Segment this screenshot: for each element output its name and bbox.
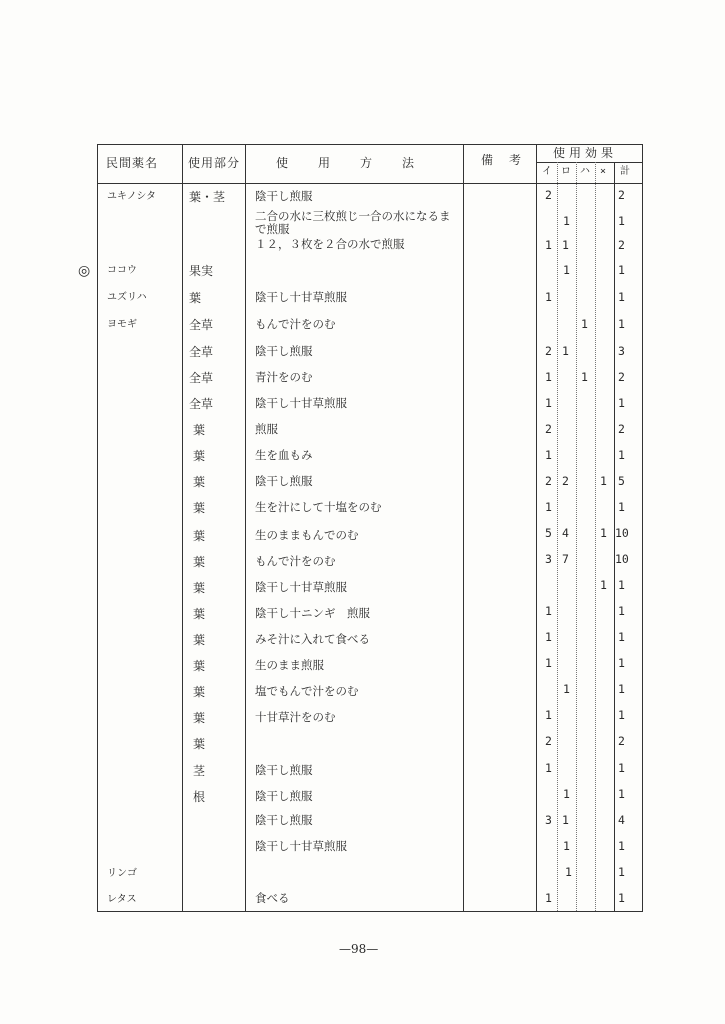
row-12-method: 生を汁にして十塩をのむ [255,500,382,514]
row-3-total: 1 [618,263,625,277]
row-11-method: 陰干し煎服 [255,474,313,488]
row-27-total: 1 [618,891,625,905]
row-8-method: 陰干し十甘草煎服 [255,396,347,410]
row-12-total: 1 [618,500,625,514]
row-3-ro: 1 [563,263,570,277]
row-13-method: 生のままもんでのむ [255,528,359,542]
row-0-name: ユキノシタ [107,191,156,202]
row-7-part: 全草 [189,371,214,385]
row-19-ro: 1 [563,682,570,696]
page-number: —98— [339,942,379,956]
row-9-total: 2 [618,422,625,436]
header-method: 使 用 方 法 [276,156,417,170]
row-22-part: 茎 [193,764,206,778]
row-20-i: 1 [545,708,552,722]
row-6-ro: 1 [562,344,569,358]
row-19-total: 1 [618,682,625,696]
row-11-i: 2 [545,474,552,488]
row-26-total: 1 [618,865,625,879]
header-effect-x: × [600,166,607,177]
row-23-method: 陰干し煎服 [255,789,313,803]
row-25-ro: 1 [563,839,570,853]
row-2-method: １２，３枚を２合の水で煎服 [255,237,405,251]
row-22-method: 陰干し煎服 [255,763,313,777]
row-10-part: 葉 [193,449,206,463]
row-23-total: 1 [618,787,625,801]
row-14-ro: 7 [562,552,569,566]
row-19-part: 葉 [193,685,206,699]
row-1-ro: 1 [563,214,570,228]
row-14-method: もんで汁をのむ [255,554,336,568]
row-7-total: 2 [618,370,625,384]
row-21-part: 葉 [193,737,206,751]
header-effect-group: 使用効果 [553,146,618,160]
row-13-total: 10 [615,526,629,540]
row-26-name: リンゴ [107,868,137,879]
row-15-x: 1 [600,578,607,592]
row-15-total: 1 [618,578,625,592]
row-5-total: 1 [618,317,625,331]
row-9-i: 2 [545,422,552,436]
row-20-method: 十甘草汁をのむ [255,710,336,724]
row-6-i: 2 [545,344,552,358]
row-23-ro: 1 [563,787,570,801]
row-11-total: 5 [618,474,625,488]
row-25-method: 陰干し十甘草煎服 [255,839,347,853]
row-14-i: 3 [545,552,552,566]
row-14-part: 葉 [193,555,206,569]
header-name: 民間薬名 [106,156,159,170]
row-18-i: 1 [545,656,552,670]
row-12-i: 1 [545,500,552,514]
row-8-part: 全草 [189,397,214,411]
row-13-x: 1 [600,526,607,540]
row-4-name: ユズリハ [107,292,147,303]
row-7-i: 1 [545,370,552,384]
row-9-part: 葉 [193,423,206,437]
row-0-i: 2 [545,188,552,202]
row-0-total: 2 [618,188,625,202]
row-2-ro: 1 [562,238,569,252]
row-11-x: 1 [600,474,607,488]
row-13-part: 葉 [193,529,206,543]
row-16-part: 葉 [193,607,206,621]
row-1-method: 二合の水に三枚煎じ一合の水になるま [255,209,451,223]
row-6-part: 全草 [189,345,214,359]
header-effect-ha: ハ [580,166,590,177]
row-18-method: 生のまま煎服 [255,658,324,672]
row-21-i: 2 [545,734,552,748]
row-17-total: 1 [618,630,625,644]
row-2-total: 2 [618,238,625,252]
row-24-method: 陰干し煎服 [255,813,313,827]
row-22-i: 1 [545,761,552,775]
header-effect-total: 計 [620,166,630,177]
row-24-total: 4 [618,813,625,827]
row-11-part: 葉 [193,475,206,489]
row-16-method: 陰干し十ニンギ 煎服 [255,606,370,620]
row-6-total: 3 [618,344,625,358]
row-20-total: 1 [618,708,625,722]
row-4-part: 葉 [189,291,202,305]
row-21-total: 2 [618,734,625,748]
row-1-method-cont: で煎服 [255,222,290,236]
row-8-i: 1 [545,396,552,410]
row-26-ro: 1 [565,865,572,879]
row-17-method: みそ汁に入れて食べる [255,632,370,646]
row-24-i: 3 [545,813,552,827]
row-7-method: 青汁をのむ [255,370,313,384]
row-0-part: 葉・茎 [189,190,226,204]
row-12-part: 葉 [193,501,206,515]
row-14-total: 10 [615,552,629,566]
row-17-i: 1 [545,630,552,644]
row-5-part: 全草 [189,318,214,332]
row-25-total: 1 [618,839,625,853]
row-16-i: 1 [545,604,552,618]
header-remarks: 備 考 [481,153,524,167]
row-20-part: 葉 [193,711,206,725]
row-13-i: 5 [545,526,552,540]
row-4-i: 1 [545,290,552,304]
header-part: 使用部分 [188,156,241,170]
row-17-part: 葉 [193,633,206,647]
row-22-total: 1 [618,761,625,775]
header-effect-i: イ [542,166,552,177]
row-0-method: 陰干し煎服 [255,189,313,203]
row-6-method: 陰干し煎服 [255,344,313,358]
row-18-part: 葉 [193,659,206,673]
row-5-name: ヨモギ [107,319,137,330]
row-16-total: 1 [618,604,625,618]
header-effect-ro: ロ [561,166,571,177]
row-10-method: 生を血もみ [255,448,313,462]
row-13-ro: 4 [562,526,569,540]
row-18-total: 1 [618,656,625,670]
row-27-i: 1 [545,891,552,905]
row-10-total: 1 [618,448,625,462]
row-2-i: 1 [545,238,552,252]
row-7-ha: 1 [581,370,588,384]
row-19-method: 塩でもんで汁をのむ [255,684,359,698]
row-23-part: 根 [193,790,206,804]
row-4-total: 1 [618,290,625,304]
row-15-part: 葉 [193,581,206,595]
row-8-total: 1 [618,396,625,410]
row-15-method: 陰干し十甘草煎服 [255,580,347,594]
row-11-ro: 2 [562,474,569,488]
row-5-method: もんで汁をのむ [255,317,336,331]
row-4-method: 陰干し十甘草煎服 [255,290,347,304]
row-27-method: 食べる [255,891,290,905]
row-3-mark: ◎ [78,263,91,279]
row-10-i: 1 [545,448,552,462]
row-24-ro: 1 [562,813,569,827]
row-27-name: レタス [107,894,137,905]
row-1-total: 1 [618,214,625,228]
row-5-ha: 1 [581,317,588,331]
row-9-method: 煎服 [255,422,278,436]
row-3-part: 果実 [189,264,214,278]
row-3-name: ココウ [107,265,137,276]
